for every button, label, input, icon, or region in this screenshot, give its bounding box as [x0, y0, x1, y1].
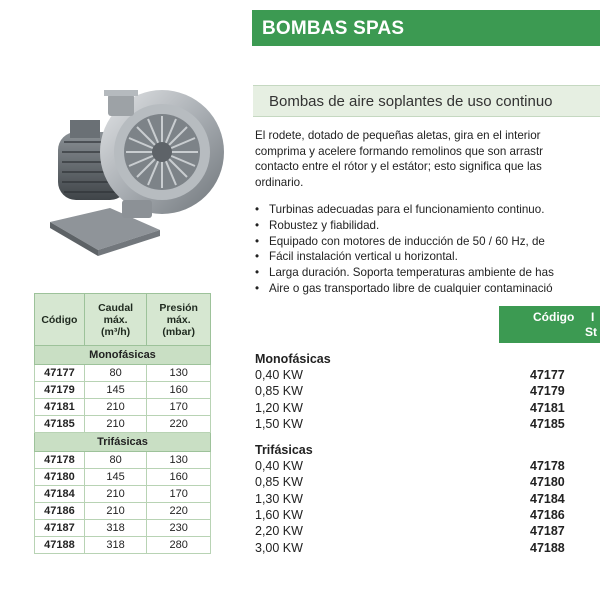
list-item: • Turbinas adecuadas para el funcionamiento continuo. [255, 202, 600, 218]
table-row: 47177 80 130 [35, 365, 211, 382]
table-row: 47180 145 160 [35, 469, 211, 486]
column-header-pressure: Presión máx. (mbar) [147, 294, 211, 346]
list-item: • Equipado con motores de inducción de 50 / 60 Hz, de [255, 234, 600, 250]
specification-table [34, 293, 211, 554]
power-table [255, 351, 600, 556]
table-row: 0,40 KW 47178 [255, 459, 565, 474]
table-row: 47187 318 230 [35, 520, 211, 537]
air-blower-pump-image [40, 80, 230, 260]
group-row-monofasicas: Monofásicas [35, 346, 211, 365]
group-label-monofasicas: Monofásicas [255, 352, 331, 366]
page-title: BOMBAS SPAS [252, 10, 600, 46]
table-row: 47179 145 160 [35, 382, 211, 399]
table-row: 47186 210 220 [35, 503, 211, 520]
table-row: 47184 210 170 [35, 486, 211, 503]
list-item: • Robustez y fiabilidad. [255, 218, 600, 234]
list-item: • Aire o gas transportado libre de cualquier contaminació [255, 281, 600, 297]
group-row-trifasicas: Trifásicas [35, 433, 211, 452]
column-header-code: Código [35, 294, 85, 346]
list-item: • Fácil instalación vertical u horizontal. [255, 249, 600, 265]
table-row: 47188 318 280 [35, 537, 211, 554]
power-table-header [499, 306, 600, 343]
table-row: 47181 210 170 [35, 399, 211, 416]
table-row: 1,50 KW 47185 [255, 416, 565, 431]
list-item: • Larga duración. Soporta temperaturas ambiente de has [255, 265, 600, 281]
feature-list [255, 202, 600, 297]
table-row: 47185 210 220 [35, 416, 211, 433]
table-row: 1,60 KW 47186 [255, 508, 565, 523]
section-subtitle: Bombas de aire soplantes de uso continuo [253, 85, 600, 117]
column-header-code: Código [533, 310, 575, 324]
description-paragraph: El rodete, dotado de pequeñas aletas, gira en el interior comprima y acelere formando remolinos que son arrastr contacto entre el rótor y el estátor; esto significa que las ordinario. [255, 129, 544, 189]
column-header-partial: I [591, 310, 595, 324]
table-row: 2,20 KW 47187 [255, 524, 565, 539]
column-header-flow: Caudal máx. (m³/h) [84, 294, 147, 346]
table-row: 1,20 KW 47181 [255, 400, 565, 415]
group-label-trifasicas: Trifásicas [255, 443, 313, 458]
column-header-partial-sub: St [585, 325, 597, 339]
table-row: 47178 80 130 [35, 452, 211, 469]
table-row: 1,30 KW 47184 [255, 491, 565, 506]
table-row: 0,85 KW 47180 [255, 475, 565, 490]
table-row: 3,00 KW 47188 [255, 540, 565, 555]
table-row: 0,40 KW 47177 [255, 368, 565, 382]
table-row: 0,85 KW 47179 [255, 384, 565, 399]
